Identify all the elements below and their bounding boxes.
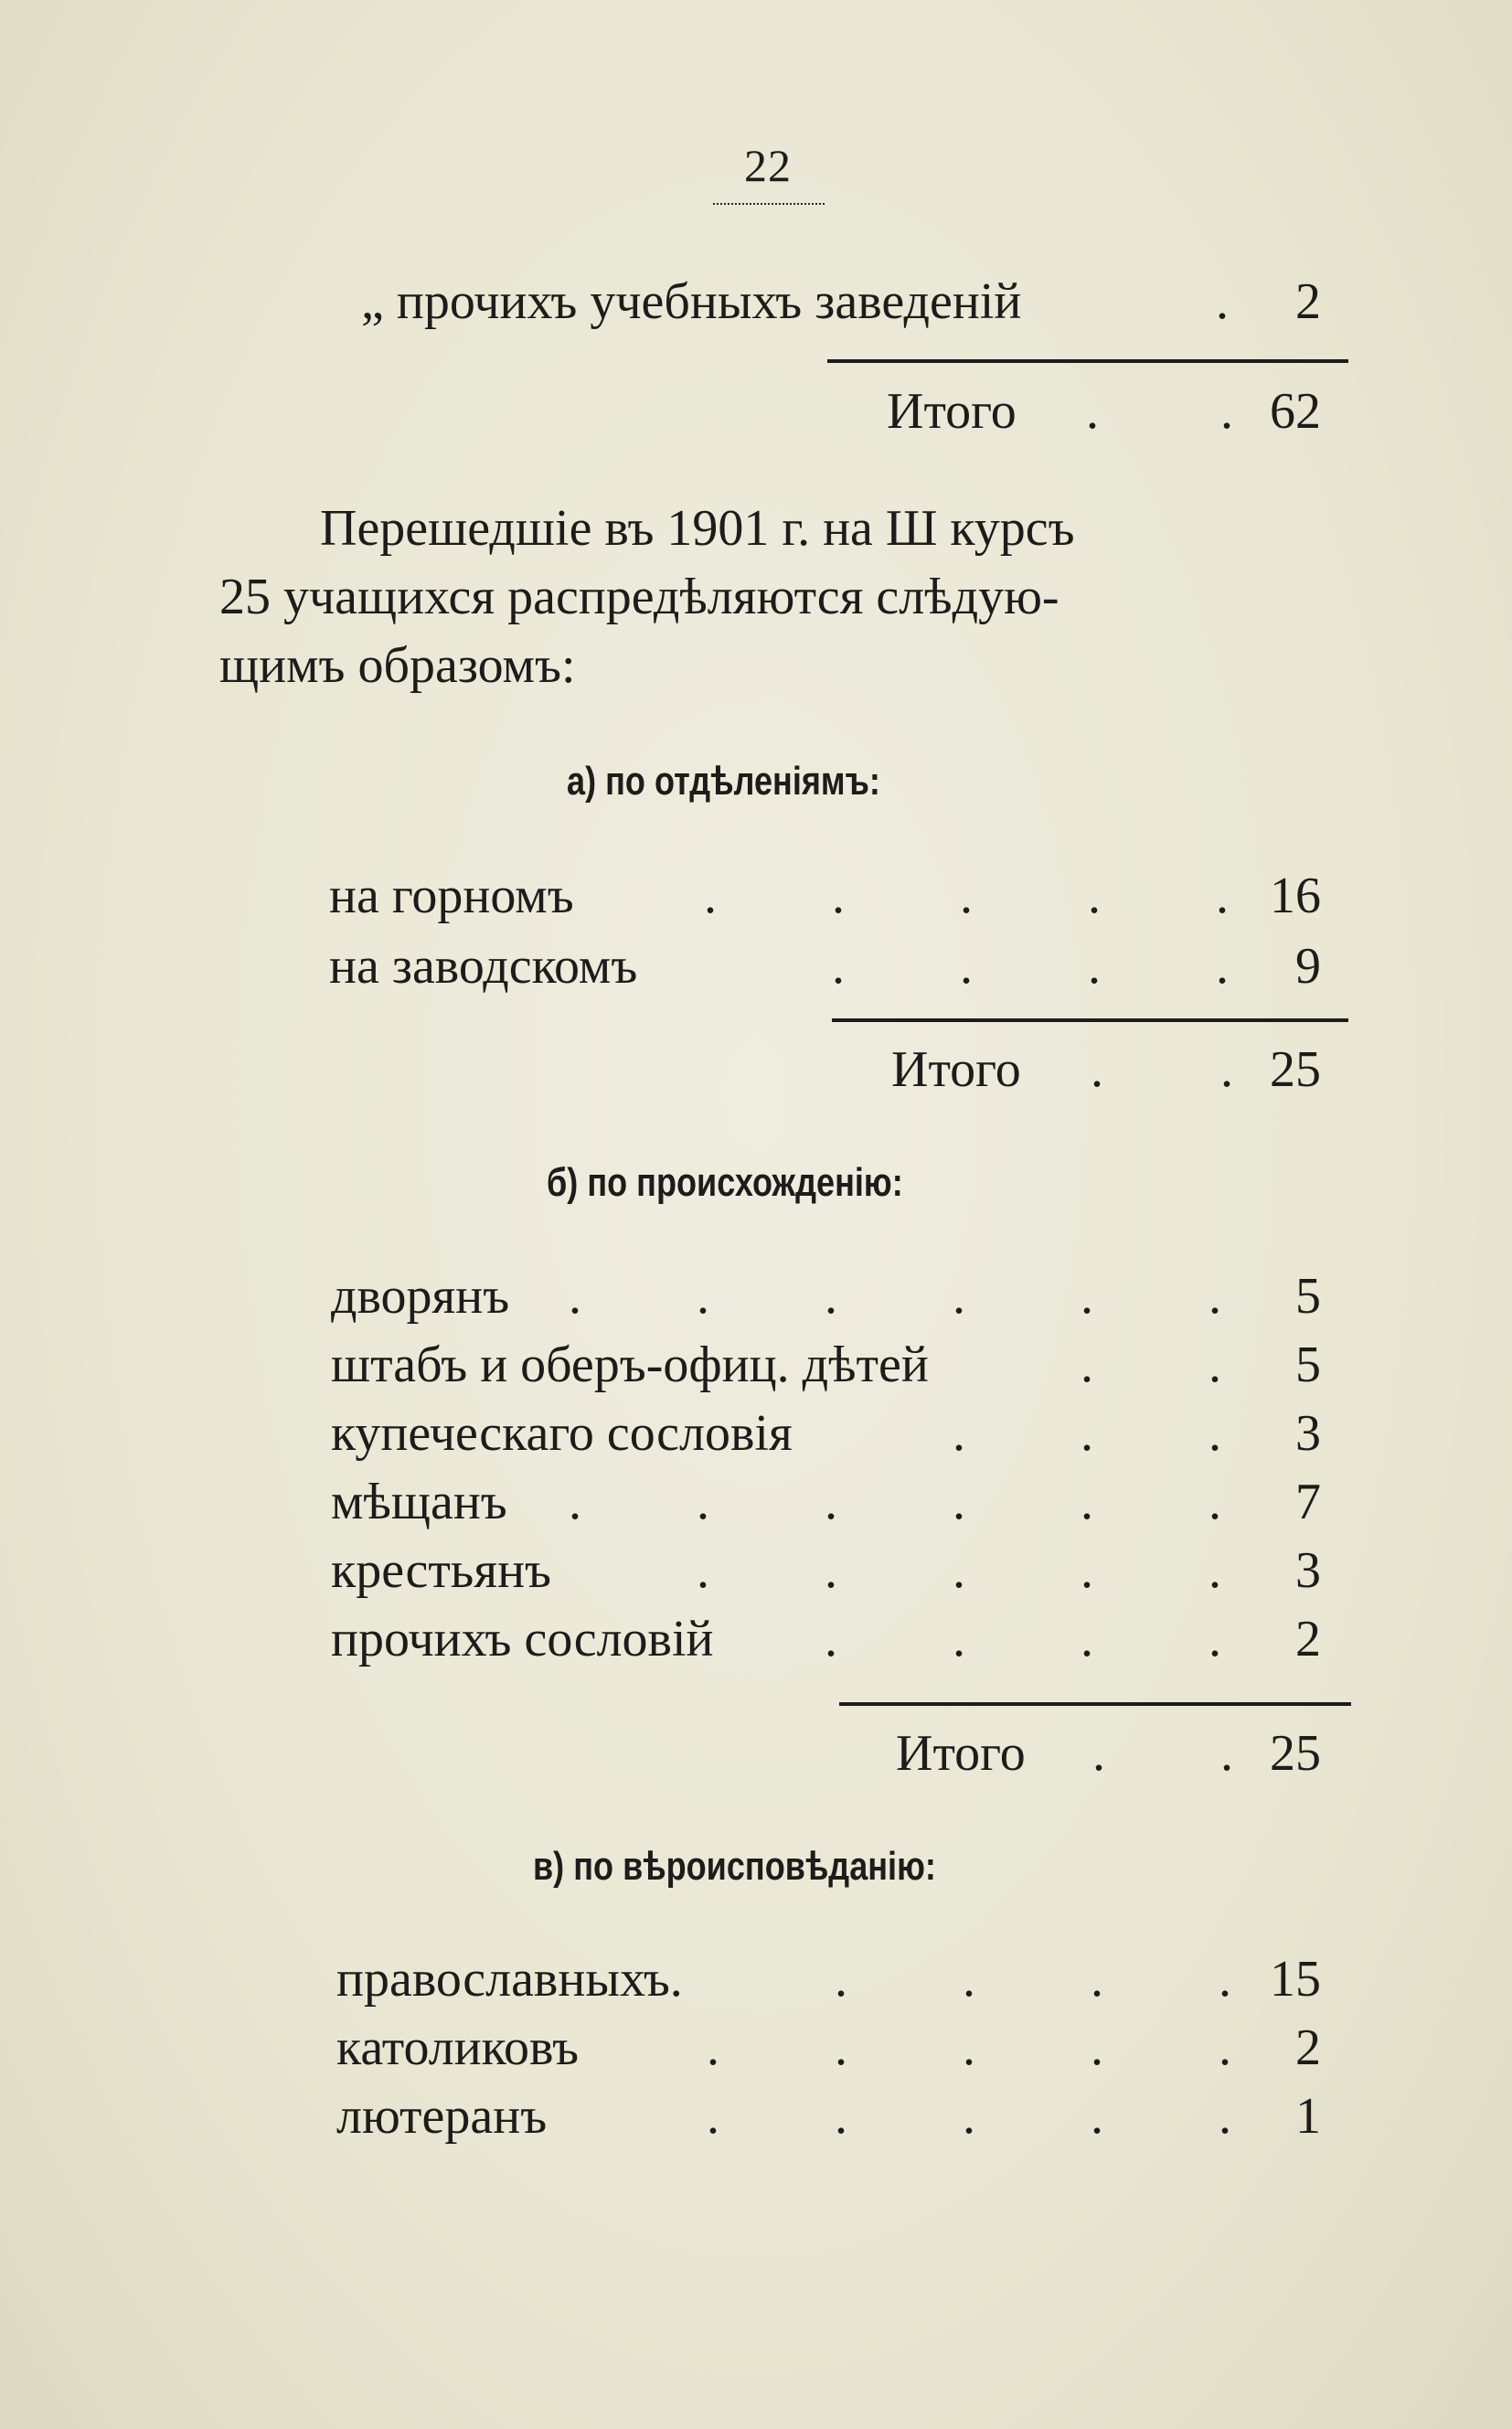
row-label: прочихъ сословій bbox=[331, 1611, 714, 1667]
row-value: 3 bbox=[1295, 1542, 1321, 1599]
table-row: штабъ и оберъ-офиц. дѣтей . . 5 bbox=[331, 1333, 1321, 1397]
table-row: дворянъ . . . . . . 5 bbox=[331, 1264, 1321, 1328]
total-row bbox=[887, 379, 1321, 443]
row-value: 15 bbox=[1270, 1951, 1321, 2008]
total-label: Итого bbox=[887, 383, 1017, 440]
row-label: на горномъ bbox=[329, 868, 574, 924]
leader-dots: . bbox=[1220, 1041, 1233, 1098]
total-value: 62 bbox=[1270, 383, 1321, 440]
total-row bbox=[896, 1721, 1321, 1785]
table-row: лютеранъ . . . . . 1 bbox=[336, 2084, 1321, 2148]
total-value: 25 bbox=[1270, 1725, 1321, 1782]
total-row bbox=[891, 1038, 1321, 1102]
table-row: мѣщанъ . . . . . . 7 bbox=[331, 1470, 1321, 1534]
table-row: прочихъ сословій . . . . 2 bbox=[331, 1607, 1321, 1671]
paragraph-line: 25 учащихся распредѣляются слѣдую- bbox=[219, 569, 1059, 625]
row-label: мѣщанъ bbox=[331, 1474, 507, 1530]
table-row bbox=[361, 270, 1321, 334]
sum-rule bbox=[832, 1018, 1348, 1022]
row-label: штабъ и оберъ-офиц. дѣтей bbox=[331, 1337, 929, 1393]
row-value: 1 bbox=[1295, 2088, 1321, 2145]
row-label: лютеранъ bbox=[336, 2088, 548, 2145]
row-value: 3 bbox=[1295, 1405, 1321, 1462]
total-value: 25 bbox=[1270, 1041, 1321, 1098]
row-value: 2 bbox=[1295, 2019, 1321, 2076]
leader-dots: . bbox=[1086, 383, 1099, 440]
leader-dots: . bbox=[1216, 273, 1229, 330]
table-row: православныхъ. . . . . 15 bbox=[336, 1947, 1321, 2011]
total-label: Итого bbox=[891, 1041, 1021, 1098]
section-heading: в) по вѣроисповѣданію: bbox=[533, 1844, 936, 1889]
table-row: купеческаго сословія . . . 3 bbox=[331, 1401, 1321, 1465]
total-label: Итого bbox=[896, 1725, 1026, 1782]
row-label: купеческаго сословія bbox=[331, 1405, 793, 1462]
section-heading: б) по происхожденію: bbox=[547, 1160, 903, 1205]
row-label: православныхъ. bbox=[336, 1951, 683, 2008]
row-value: 7 bbox=[1295, 1474, 1321, 1530]
row-value: 16 bbox=[1270, 868, 1321, 924]
leader-dots: . bbox=[1220, 383, 1233, 440]
row-label: дворянъ bbox=[331, 1268, 510, 1325]
leader-dots: . bbox=[1092, 1725, 1105, 1782]
page-number-rule bbox=[713, 203, 825, 205]
sum-rule bbox=[839, 1702, 1351, 1706]
row-label: на заводскомъ bbox=[329, 938, 638, 995]
paragraph-line: Перешедшіе въ 1901 г. на Ш курсъ bbox=[320, 500, 1075, 557]
row-label: католиковъ bbox=[336, 2019, 580, 2076]
table-row: на горномъ . . . . . 16 bbox=[329, 864, 1321, 928]
leader-dots: . bbox=[1091, 1041, 1103, 1098]
row-label: крестьянъ bbox=[331, 1542, 552, 1599]
leader-dots: . bbox=[1220, 1725, 1233, 1782]
sum-rule bbox=[827, 359, 1348, 363]
paragraph-line: щимъ образомъ: bbox=[219, 637, 576, 694]
table-row: на заводскомъ . . . . 9 bbox=[329, 934, 1321, 998]
page-number: 22 bbox=[744, 140, 792, 191]
row-value: 9 bbox=[1295, 938, 1321, 995]
table-row: католиковъ . . . . . 2 bbox=[336, 2016, 1321, 2080]
table-row: крестьянъ . . . . . 3 bbox=[331, 1539, 1321, 1603]
section-heading: а) по отдѣленіямъ: bbox=[567, 759, 880, 804]
row-value: 2 bbox=[1295, 1611, 1321, 1667]
row-label: „ прочихъ учебныхъ заведеній bbox=[361, 273, 1022, 330]
row-value: 5 bbox=[1295, 1337, 1321, 1393]
row-value: 2 bbox=[1295, 273, 1321, 330]
row-value: 5 bbox=[1295, 1268, 1321, 1325]
